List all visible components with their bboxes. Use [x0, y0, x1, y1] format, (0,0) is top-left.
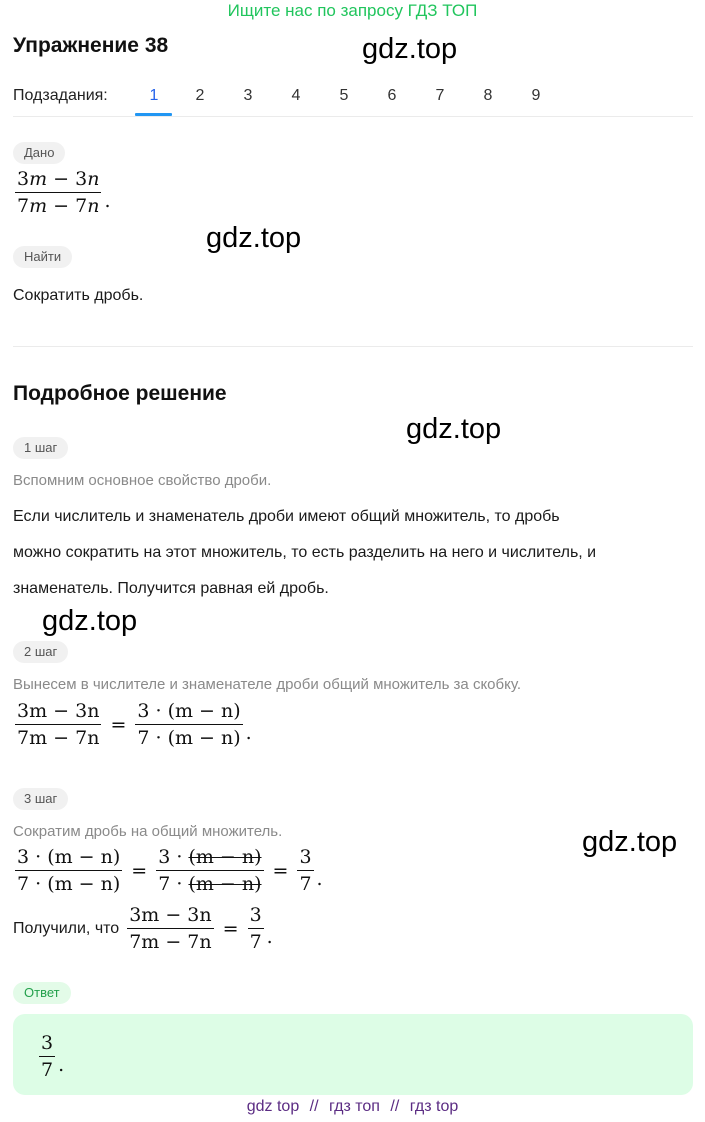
equals-sign: =: [110, 714, 127, 736]
equals-sign: =: [222, 918, 239, 940]
period: .: [316, 868, 323, 890]
fraction-denominator: 7m − 7n: [17, 195, 100, 217]
step3-result: [13, 906, 273, 952]
fraction-denominator: 7: [41, 1059, 54, 1081]
period: .: [245, 722, 252, 744]
struck-factor: (m − n): [188, 873, 262, 895]
equals-sign: =: [272, 860, 289, 882]
promo-banner[interactable]: Ищите нас по запросу ГДЗ ТОП: [227, 1, 478, 20]
step3-hint: Сократим дробь на общий множитель.: [13, 823, 283, 840]
fraction-numerator: 3 · (m − n): [156, 848, 263, 871]
fraction-numerator: 3: [39, 1034, 55, 1057]
step3-equation: [13, 848, 323, 894]
answer-box: [13, 1014, 693, 1095]
step1-line-1: Если числитель и знаменатель дроби имеют общий множитель, то дробь: [13, 508, 560, 525]
exercise-title: Упражнение 38: [13, 34, 169, 57]
watermark: gdz.top: [406, 413, 502, 445]
step1-hint: Вспомним основное свойство дроби.: [13, 472, 272, 489]
fraction-numerator: 3 · (m − n): [15, 848, 122, 871]
fraction-numerator: 3m − 3n: [15, 702, 101, 725]
result-lhs-fraction: [127, 906, 213, 952]
fraction-denominator: 7: [249, 931, 262, 953]
tab-subtask-7[interactable]: 7: [435, 87, 445, 104]
tab-subtask-2[interactable]: 2: [195, 87, 205, 104]
fraction-denominator: 7m − 7n: [129, 931, 212, 953]
footer-links: [0, 1098, 705, 1116]
step3-fraction-a: [15, 848, 122, 894]
tab-subtask-8[interactable]: 8: [483, 87, 493, 104]
period: .: [58, 1054, 65, 1076]
step2-rhs-fraction: [135, 702, 242, 748]
result-prefix: Получили, что: [13, 920, 120, 937]
step2-lhs-fraction: [15, 702, 101, 748]
step1-pill: 1 шаг: [13, 437, 68, 459]
fraction-denominator: 7 · (m − n): [17, 873, 121, 895]
fraction-denominator: 7 · (m − n): [137, 727, 241, 749]
fraction-denominator: 7: [299, 873, 312, 895]
result-equation: [125, 906, 273, 952]
tab-subtask-5[interactable]: 5: [339, 87, 349, 104]
period: .: [104, 190, 111, 212]
answer-pill: Ответ: [13, 982, 71, 1004]
step2-hint: Вынесем в числителе и знаменателе дроби общий множитель за скобку.: [13, 676, 522, 693]
watermark: gdz.top: [362, 33, 458, 65]
tab-subtask-6[interactable]: 6: [387, 87, 397, 104]
footer-link-1[interactable]: gdz top: [246, 1098, 300, 1115]
result-rhs-fraction: [248, 906, 264, 952]
fraction-numerator: 3: [248, 906, 264, 929]
tabs-divider: [13, 116, 693, 117]
step3-fraction-c: [297, 848, 313, 894]
fraction-denominator: 7 · (m − n): [158, 873, 262, 895]
given-pill: Дано: [13, 142, 65, 164]
tab-subtask-4[interactable]: 4: [291, 87, 301, 104]
step1-line-3: знаменатель. Получится равная ей дробь.: [13, 580, 329, 597]
footer-link-3[interactable]: гдз top: [409, 1098, 459, 1115]
find-pill: Найти: [13, 246, 72, 268]
equals-sign: =: [131, 860, 148, 882]
tab-subtask-9[interactable]: 9: [531, 87, 541, 104]
step2-pill: 2 шаг: [13, 641, 68, 663]
struck-factor: (m − n): [188, 846, 262, 868]
solution-title: Подробное решение: [13, 382, 227, 405]
find-text: Сократить дробь.: [13, 287, 144, 304]
answer-fraction: [39, 1034, 55, 1080]
section-divider: [13, 346, 693, 347]
subtasks-label: Подзадания:: [13, 87, 108, 104]
footer-link-2[interactable]: гдз топ: [329, 1098, 380, 1115]
step3-fraction-b: [156, 848, 263, 894]
step1-line-2: можно сократить на этот множитель, то есть разделить на него и числитель, и: [13, 544, 597, 561]
footer-separator: //: [390, 1098, 400, 1115]
fraction-numerator: 3m − 3n: [127, 906, 213, 929]
tab-subtask-1[interactable]: 1: [149, 87, 159, 104]
period: .: [266, 926, 273, 948]
watermark: gdz.top: [42, 605, 138, 637]
fraction-numerator: 3m − 3n: [15, 170, 101, 193]
answer-expression: [37, 1034, 64, 1080]
step2-equation: [13, 702, 252, 748]
tab-subtask-3[interactable]: 3: [243, 87, 253, 104]
fraction-numerator: 3 · (m − n): [135, 702, 242, 725]
watermark: gdz.top: [582, 826, 678, 858]
footer-separator: //: [309, 1098, 319, 1115]
step3-pill: 3 шаг: [13, 788, 68, 810]
watermark: gdz.top: [206, 222, 302, 254]
given-expression: [13, 170, 111, 216]
given-fraction: [15, 170, 101, 216]
fraction-denominator: 7m − 7n: [17, 727, 100, 749]
fraction-numerator: 3: [297, 848, 313, 871]
